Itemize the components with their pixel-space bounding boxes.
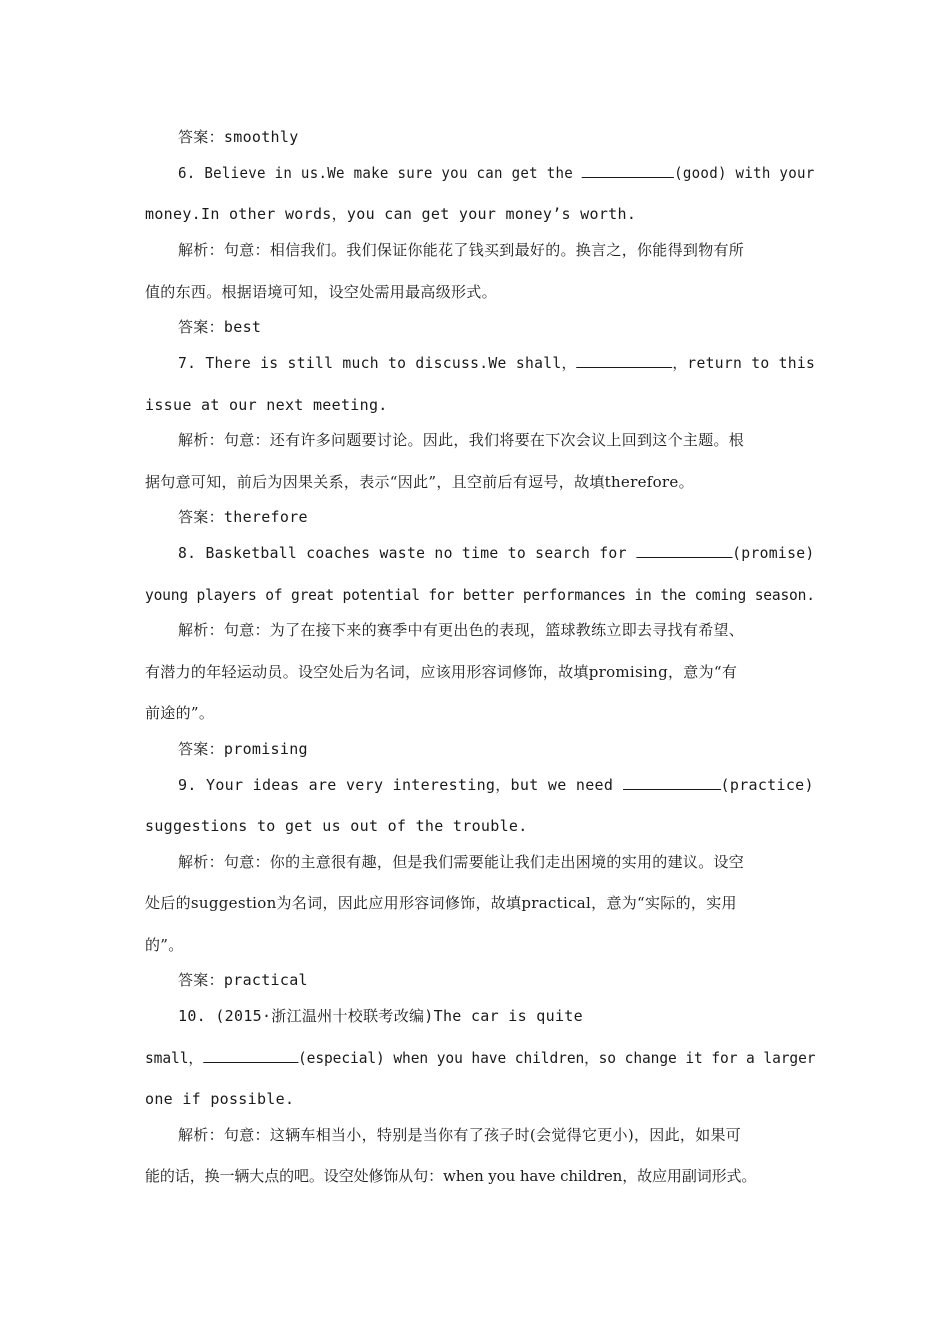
analysis-line: 解析：句意：还有许多问题要讨论。因此，我们将要在下次会议上回到这个主题。根 xyxy=(178,431,745,449)
analysis-line: 解析：句意：这辆车相当小，特别是当你有了孩子时(会觉得它更小)，因此，如果可 xyxy=(178,1126,742,1144)
fill-blank[interactable] xyxy=(636,543,732,558)
question-line: 7. There is still much to discuss.We shall， ，return to this xyxy=(178,354,816,372)
question-line: 9. Your ideas are very interesting，but we need (practice) xyxy=(178,776,814,794)
analysis-line: 值的东西。根据语境可知，设空处需用最高级形式。 xyxy=(145,283,497,301)
fill-blank[interactable] xyxy=(582,163,674,178)
question-line: money.In other words，you can get your money’s worth. xyxy=(145,205,637,223)
answer-line: 答案：promising xyxy=(178,740,308,758)
question-line: one if possible. xyxy=(145,1090,295,1108)
analysis-line: 解析：句意：相信我们。我们保证你能花了钱买到最好的。换言之，你能得到物有所 xyxy=(178,241,745,259)
analysis-line: 解析：句意：为了在接下来的赛季中有更出色的表现，篮球教练立即去寻找有希望、 xyxy=(178,621,745,639)
analysis-line: 处后的suggestion为名词，因此应用形容词修饰，故填practical，意为“实际的，实用 xyxy=(145,894,737,912)
question-line: 10. (2015·浙江温州十校联考改编)The car is quite xyxy=(178,1007,583,1025)
fill-blank[interactable] xyxy=(203,1048,298,1063)
question-line: 6. Believe in us.We make sure you can get the (good) with your xyxy=(178,164,815,182)
analysis-line: 据句意可知，前后为因果关系，表示“因此”，且空前后有逗号，故填therefore。 xyxy=(145,473,694,491)
analysis-line: 解析：句意：你的主意很有趣，但是我们需要能让我们走出困境的实用的建议。设空 xyxy=(178,853,745,871)
question-line: 8. Basketball coaches waste no time to search for (promise) xyxy=(178,544,815,562)
question-line: issue at our next meeting. xyxy=(145,396,388,414)
answer-line: 答案：best xyxy=(178,318,262,336)
question-line: young players of great potential for better performances in the coming season. xyxy=(145,586,815,604)
question-line: suggestions to get us out of the trouble. xyxy=(145,817,528,835)
analysis-line: 前途的”。 xyxy=(145,704,215,722)
fill-blank[interactable] xyxy=(576,353,672,368)
analysis-line: 的”。 xyxy=(145,936,184,954)
analysis-line: 有潜力的年轻运动员。设空处后为名词，应该用形容词修饰，故填promising，意为“有 xyxy=(145,663,738,681)
analysis-line: 能的话，换一辆大点的吧。设空处修饰从句：when you have children，故应用副词形式。 xyxy=(145,1167,757,1185)
answer-line: 答案：practical xyxy=(178,971,308,989)
question-line: small， (especial) when you have children，so change it for a larger xyxy=(145,1049,816,1067)
fill-blank[interactable] xyxy=(623,775,721,790)
answer-line: 答案：therefore xyxy=(178,508,308,526)
answer-line: 答案：smoothly xyxy=(178,128,299,146)
